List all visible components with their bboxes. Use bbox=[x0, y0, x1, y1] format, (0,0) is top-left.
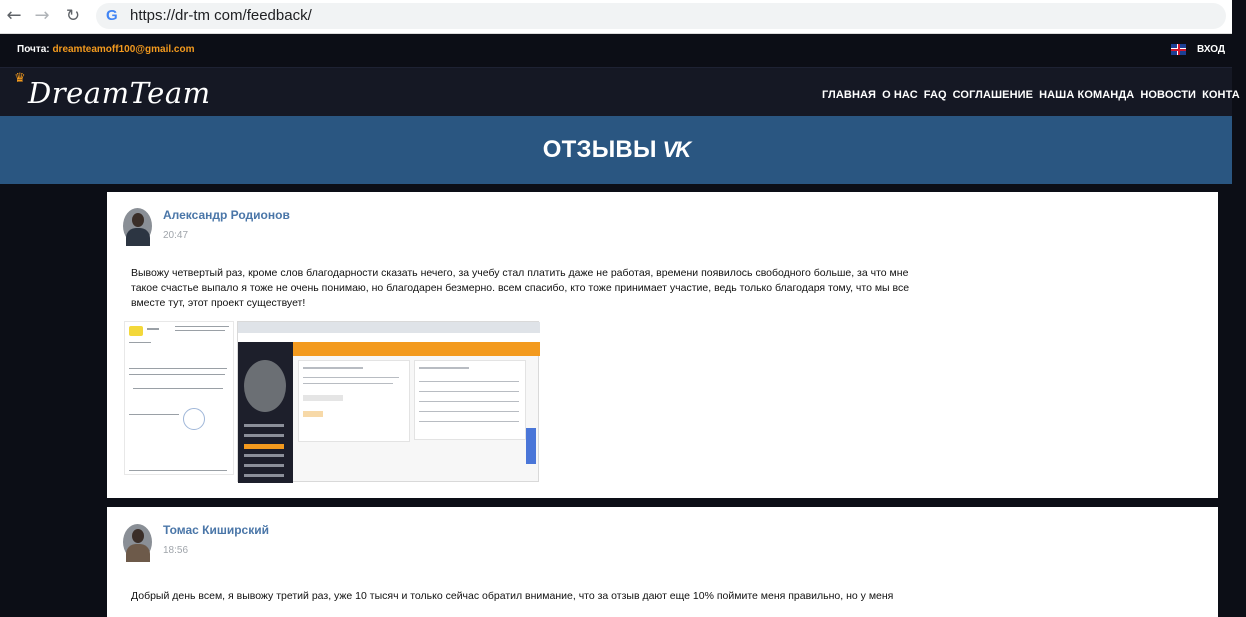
crown-icon: ♛ bbox=[14, 70, 26, 85]
attachment-screenshot[interactable] bbox=[237, 321, 539, 482]
review-text: Добрый день всем, я вывожу третий раз, уже 10 тысяч и только сейчас обратил внимание, что за отзыв дают еще 10% поймите меня правильно, но у меня bbox=[131, 590, 894, 602]
menu-item-about[interactable]: О НАС bbox=[882, 89, 918, 101]
reload-icon[interactable]: ↻ bbox=[65, 6, 81, 26]
attachment-bank-document[interactable] bbox=[124, 321, 234, 475]
review-author[interactable]: Томас Киширский bbox=[163, 523, 269, 537]
menu-item-faq[interactable]: FAQ bbox=[923, 89, 947, 101]
bank-logo-icon bbox=[129, 326, 143, 336]
site-header bbox=[0, 67, 1240, 117]
avatar[interactable] bbox=[123, 208, 152, 244]
url-text[interactable]: https://dr-tm com/feedback/ bbox=[130, 7, 312, 24]
vk-logo-icon[interactable]: VK bbox=[662, 137, 690, 162]
review-time: 18:56 bbox=[163, 545, 189, 556]
arrow-left-icon[interactable]: ← bbox=[6, 5, 22, 26]
menu-item-news[interactable]: НОВОСТИ bbox=[1140, 89, 1197, 101]
uk-flag-icon[interactable] bbox=[1171, 44, 1186, 55]
page-title: ОТЗЫВЫ bbox=[542, 136, 657, 163]
review-card bbox=[107, 507, 1218, 617]
mail-label: Почта: bbox=[17, 44, 50, 55]
review-card bbox=[107, 192, 1218, 498]
google-g-icon: G bbox=[106, 7, 118, 24]
top-info-bar bbox=[0, 34, 1232, 67]
main-menu bbox=[822, 85, 1246, 103]
menu-item-contacts[interactable]: КОНТА bbox=[1202, 89, 1240, 101]
address-bar[interactable] bbox=[96, 3, 1226, 29]
contact-email bbox=[17, 44, 194, 55]
review-time: 20:47 bbox=[163, 230, 189, 241]
page-title-bar bbox=[0, 116, 1232, 184]
menu-item-agreement[interactable]: СОГЛАШЕНИЕ bbox=[952, 89, 1034, 101]
login-link[interactable]: ВХОД bbox=[1197, 44, 1226, 55]
menu-item-home[interactable]: ГЛАВНАЯ bbox=[822, 89, 877, 101]
mail-link[interactable]: dreamteamoff100@gmail.com bbox=[52, 44, 195, 55]
review-text: Вывожу четвертый раз, кроме слов благодарности сказать нечего, за учебу стал платить даже не работая, времени появилось свободного больше, за что мне такое счастье выпало я тоже не очень понимаю, но благодарен безмерно. всем спасибо, кто тоже принимает участие, ведь только благодаря тому, что мы все вместе тут, этот проект существует! bbox=[131, 267, 910, 309]
review-author[interactable]: Александр Родионов bbox=[163, 208, 290, 222]
browser-toolbar bbox=[0, 0, 1232, 34]
menu-item-team[interactable]: НАША КОМАНДА bbox=[1039, 89, 1135, 101]
site-logo[interactable] bbox=[12, 70, 217, 114]
logo-text: DreamTeam bbox=[28, 76, 211, 110]
arrow-right-icon[interactable]: → bbox=[34, 5, 50, 26]
avatar[interactable] bbox=[123, 524, 152, 560]
stamp-icon bbox=[183, 408, 205, 430]
